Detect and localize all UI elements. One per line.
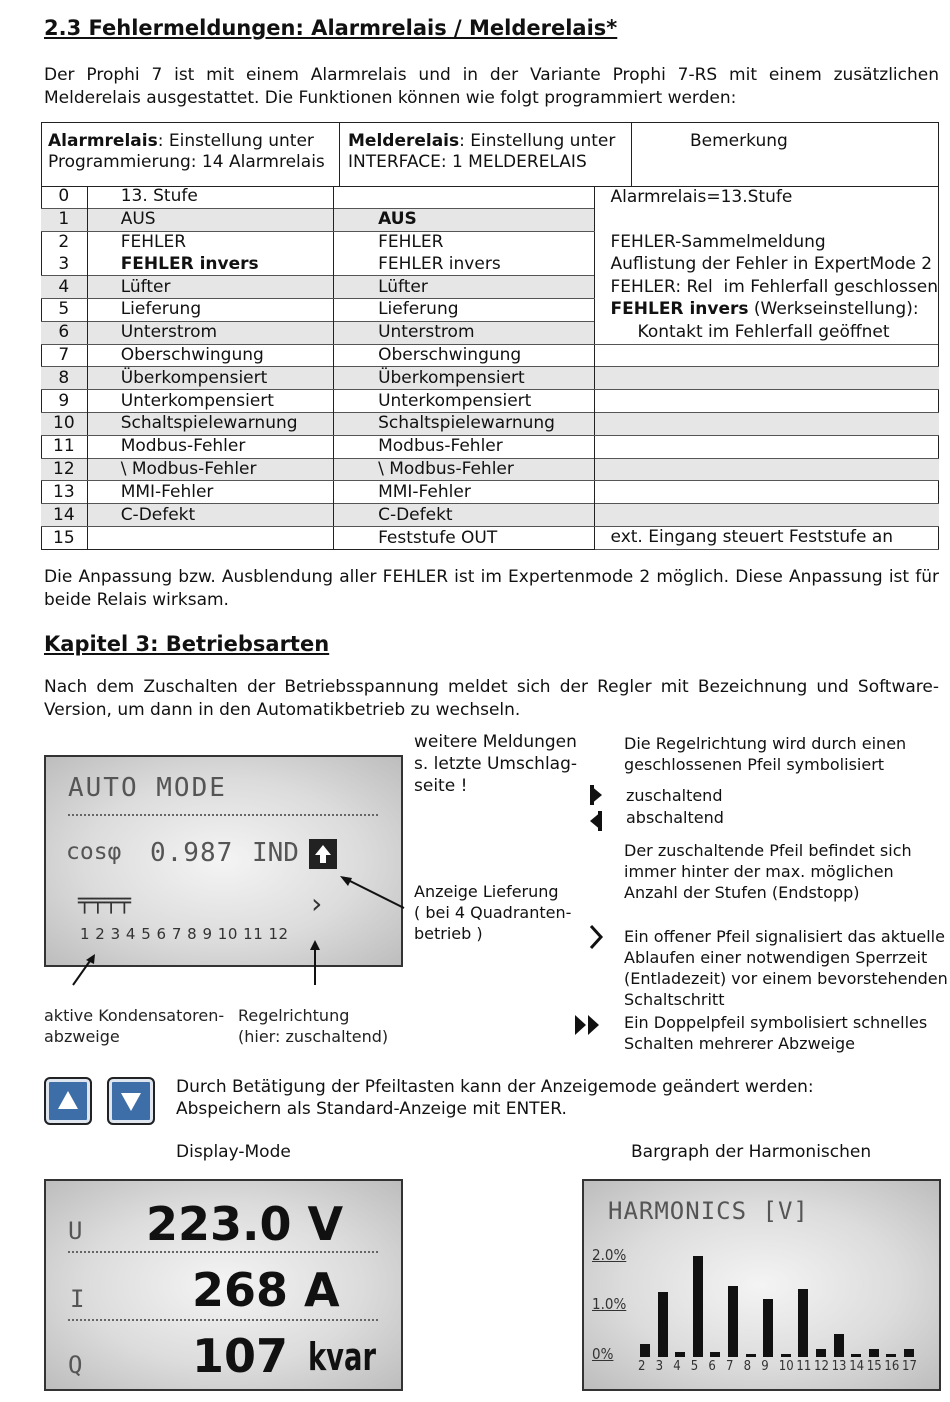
harmonic-bar <box>834 1334 844 1357</box>
harmonic-bar <box>640 1344 650 1357</box>
x-tick-label: 14 <box>849 1359 865 1374</box>
section-title: 2.3 Fehlermeldungen: Alarmrelais / Melderelais* <box>44 16 618 40</box>
alarm-function: Unterstrom <box>87 321 333 344</box>
remark: Auflistung der Fehler in ExpertMode 2 <box>594 253 938 275</box>
x-tick-label: 7 <box>726 1359 734 1374</box>
alarm-function: Oberschwingung <box>87 344 333 367</box>
arrow-down-icon <box>109 1079 153 1123</box>
i-value: 268 A <box>192 1263 340 1317</box>
alarm-function: FEHLER invers <box>87 253 333 275</box>
x-tick-label: 9 <box>761 1359 769 1374</box>
row-number: 5 <box>41 298 87 321</box>
active-steps-marks: ╤╤╤╤ <box>78 889 131 914</box>
remark: Alarmrelais=13.Stufe <box>610 186 793 207</box>
buttons-text: Durch Betätigung der Pfeiltasten kann der Anzeigemode geändert werden: Abspeichern als Standard-Anzeige mit ENTER. <box>176 1077 814 1119</box>
alarm-function: 13. Stufe <box>87 186 333 208</box>
note-doppel: Ein Doppelpfeil symbolisiert schnelles Schalten mehrerer Abzweige <box>624 1013 928 1053</box>
note-lieferung: Anzeige Lieferung ( bei 4 Quadranten- betrieb ) <box>414 882 572 943</box>
alarm-function: FEHLER <box>87 231 333 253</box>
note-zu: zuschaltend <box>626 786 723 805</box>
melde-function: C-Defekt <box>334 504 594 527</box>
note-weitere: weitere Meldungen s. letzte Umschlag- seite ! <box>414 732 578 796</box>
note-regel: Regelrichtung (hier: zuschaltend) <box>238 1006 389 1046</box>
closed-arrow-left-icon <box>588 809 604 833</box>
melde-function: Unterkompensiert <box>334 390 594 413</box>
alarm-function: C-Defekt <box>87 504 333 527</box>
after-table-text: Die Anpassung bzw. Ausblendung aller FEHLER ist im Expertenmode 2 möglich. Diese Anpassung ist für beide Relais wirksam. <box>44 567 939 610</box>
alarm-function: Lüfter <box>87 276 333 299</box>
row-number: 1 <box>41 208 87 231</box>
u-label: U <box>68 1217 83 1245</box>
harmonic-bar <box>675 1352 685 1357</box>
harmonics-lcd <box>582 1179 941 1391</box>
remark: FEHLER-Sammelmeldung <box>594 231 938 253</box>
harmonic-bar <box>816 1349 826 1357</box>
x-tick-label: 8 <box>743 1359 752 1374</box>
row-number: 8 <box>41 367 87 390</box>
header-alarmrelais: Alarmrelais: Einstellung unter Programmierung: 14 Alarmrelais <box>48 131 325 172</box>
arrow-down-button[interactable] <box>107 1077 155 1125</box>
chapter-title: Kapitel 3: Betriebsarten <box>44 632 330 656</box>
q-value: 107 <box>192 1329 289 1383</box>
melde-function: Feststufe OUT <box>334 526 594 549</box>
x-tick-label: 6 <box>708 1359 716 1374</box>
q-label: Q <box>68 1351 83 1379</box>
harmonic-bar <box>746 1354 756 1357</box>
alarm-function: \ Modbus-Fehler <box>87 458 333 481</box>
y-tick-label: 0% <box>592 1345 614 1363</box>
melde-function: Modbus-Fehler <box>334 435 594 458</box>
open-arrow-icon: › <box>308 887 325 920</box>
u-value: 223.0 V <box>146 1197 344 1251</box>
melde-function: Lieferung <box>334 298 594 321</box>
harmonic-bar <box>728 1286 738 1358</box>
harmonic-bar <box>904 1349 914 1357</box>
row-number: 14 <box>41 504 87 527</box>
x-tick-label: 5 <box>690 1359 699 1374</box>
alarm-function: Überkompensiert <box>87 367 333 390</box>
x-tick-label: 13 <box>831 1359 847 1374</box>
harmonic-bar <box>693 1256 703 1357</box>
header-melderelais: Melderelais: Einstellung unter INTERFACE: 1 MELDERELAIS <box>348 131 616 172</box>
x-tick-label: 10 <box>778 1359 794 1374</box>
harmonic-bar <box>869 1349 879 1357</box>
remark: FEHLER: Rel im Fehlerfall geschlossen <box>594 276 938 299</box>
step-numbers: 1 2 3 4 5 6 7 8 9 10 11 12 <box>80 925 289 943</box>
harmonic-bar <box>710 1352 720 1357</box>
y-tick-label: 1.0% <box>592 1295 627 1314</box>
note-dir-title: Die Regelrichtung wird durch einen geschlossenen Pfeil symbolisiert <box>624 734 907 774</box>
q-unit: kvar <box>308 1335 376 1379</box>
y-tick-label: 2.0% <box>592 1245 627 1264</box>
arrow-up-button[interactable] <box>44 1077 92 1125</box>
display-mode-lcd <box>44 1179 403 1391</box>
alarm-function: MMI-Fehler <box>87 481 333 504</box>
melde-function: \ Modbus-Fehler <box>334 458 594 481</box>
row-number: 3 <box>41 253 87 275</box>
x-tick-label: 16 <box>884 1359 900 1374</box>
melde-function: FEHLER <box>334 231 594 253</box>
x-tick-label: 2 <box>638 1359 646 1374</box>
x-tick-label: 12 <box>814 1359 829 1374</box>
melde-function: Schaltspielewarnung <box>334 412 594 435</box>
note-offen: Ein offener Pfeil signalisiert das aktuelle Ablaufen einer notwendigen Sperrzeit (Entladezeit) vor einem bevorstehenden Schaltschritt <box>624 927 948 1009</box>
double-arrow-icon <box>573 1013 603 1037</box>
remark: ext. Eingang steuert Feststufe an <box>594 526 938 549</box>
ind-label: IND <box>252 838 299 868</box>
note-ab: abschaltend <box>626 808 724 827</box>
alarm-function: Schaltspielewarnung <box>87 412 333 435</box>
harmonic-bar <box>763 1299 773 1358</box>
harmonic-bar <box>886 1354 896 1357</box>
row-number: 9 <box>41 390 87 413</box>
x-tick-label: 17 <box>902 1359 917 1374</box>
open-arrow-right-icon <box>588 924 604 950</box>
harmonic-bar <box>798 1289 808 1357</box>
alarm-function: AUS <box>87 208 333 231</box>
arrow-up-icon <box>46 1079 90 1123</box>
melde-function: Unterstrom <box>334 321 594 344</box>
remark: FEHLER invers (Werkseinstellung): <box>594 298 938 321</box>
row-number: 15 <box>41 526 87 549</box>
x-tick-label: 3 <box>655 1359 664 1374</box>
row-number: 10 <box>41 412 87 435</box>
row-number: 11 <box>41 435 87 458</box>
harmonic-bar <box>658 1292 668 1357</box>
chapter-text: Nach dem Zuschalten der Betriebsspannung meldet sich der Regler mit Bezeichnung und Software-Version, um dann in den Automatikbetrieb zu wechseln. <box>44 677 939 720</box>
x-tick-label: 15 <box>866 1359 882 1374</box>
harmonics-title: HARMONICS [V] <box>608 1197 809 1225</box>
note-aktive: aktive Kondensatoren- abzweige <box>44 1006 225 1046</box>
row-number: 7 <box>41 344 87 367</box>
alarm-function: Unterkompensiert <box>87 390 333 413</box>
row-number: 0 <box>41 186 87 208</box>
row-number: 2 <box>41 231 87 253</box>
i-label: I <box>70 1285 85 1313</box>
row-number: 6 <box>41 321 87 344</box>
auto-mode-title: AUTO MODE <box>68 773 227 803</box>
melde-function: AUS <box>334 208 594 231</box>
harmonic-bar <box>781 1354 791 1357</box>
harmonics-caption: Bargraph der Harmonischen <box>631 1142 872 1162</box>
header-bemerkung: Bemerkung <box>690 131 788 151</box>
row-number: 13 <box>41 481 87 504</box>
melde-function: Oberschwingung <box>334 344 594 367</box>
harmonic-bar <box>851 1354 861 1357</box>
note-endstopp: Der zuschaltende Pfeil befindet sich immer hinter der max. möglichen Anzahl der Stufen (Endstopp) <box>624 841 912 902</box>
cos-phi-label: cosφ <box>66 839 122 865</box>
row-number: 12 <box>41 458 87 481</box>
x-tick-label: 4 <box>673 1359 681 1374</box>
display-mode-caption: Display-Mode <box>176 1142 291 1162</box>
remark: Kontakt im Fehlerfall geöffnet <box>594 321 938 344</box>
closed-arrow-right-icon <box>588 783 604 807</box>
melde-function: Überkompensiert <box>334 367 594 390</box>
alarm-function: Modbus-Fehler <box>87 435 333 458</box>
row-number: 4 <box>41 276 87 299</box>
harmonics-chart <box>584 1181 939 1389</box>
cos-phi-value: 0.987 <box>150 838 234 868</box>
melde-function: FEHLER invers <box>334 253 594 275</box>
section-intro: Der Prophi 7 ist mit einem Alarmrelais und in der Variante Prophi 7-RS mit einem zusätzlichen Melderelais ausgestattet. Die Funktionen können wie folgt programmiert werden: <box>44 65 939 108</box>
melde-function: MMI-Fehler <box>334 481 594 504</box>
x-tick-label: 11 <box>796 1359 812 1374</box>
melde-function: Lüfter <box>334 276 594 299</box>
alarm-function: Lieferung <box>87 298 333 321</box>
